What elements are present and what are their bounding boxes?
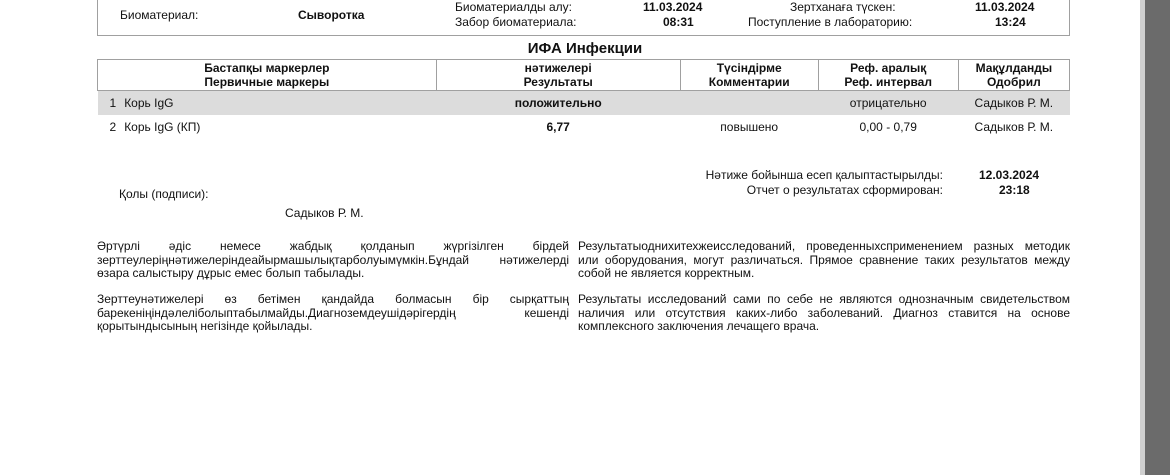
row-approved-by: Садыков Р. М.: [974, 119, 1054, 134]
disclaimer-kz-1: Әртүрлі әдіс немесе жабдық қолданып жүргізілген бірдей зерттеулеріңнәтижелеріндеайырмашылықтарболуымүмкін.Бұндай нәтижелерді өзара салыстыру дұрыс емес болып табылады.: [97, 239, 569, 280]
sample-info-box: [97, 0, 1070, 36]
collection-time: 08:31: [663, 15, 694, 29]
biomaterial-label: Биоматериал:: [120, 8, 199, 22]
lab-date: 11.03.2024: [975, 0, 1035, 14]
disclaimer-ru-2: Результаты исследований сами по себе не являются однозначным свидетельством наличия или отсутствия каких-либо заболеваний. Диагноз ставится на основе комплексного заключения лечащего врача.: [578, 292, 1070, 333]
row-comment: повышено: [720, 119, 779, 134]
col-results-header: нәтижелері Результаты: [436, 60, 680, 91]
report-label-kz: Нәтиже бойынша есеп қалыптастырылды:: [705, 168, 943, 182]
report-date: 12.03.2024: [979, 168, 1040, 182]
lab-label-ru: Поступление в лабораторию:: [748, 15, 913, 29]
lab-label-kz: Зертханаға түскен:: [790, 0, 896, 14]
collection-label-ru: Забор биоматериала:: [455, 15, 577, 29]
row-number: 2: [109, 119, 117, 134]
collection-label-kz: Биоматериалды алу:: [455, 0, 572, 14]
row-result: 6,77: [546, 119, 570, 134]
row-comment: [680, 91, 818, 115]
disclaimer-ru-1: Результатыоднихитехжеисследований, проведенныхсприменением разных методик или оборудования, могут различаться. Прямое сравнение таких результатов между собой не является корректным.: [578, 239, 1070, 280]
table-header-row: [98, 60, 1070, 91]
section-title: ИФА Инфекции: [527, 40, 643, 57]
row-number: 1: [98, 91, 121, 115]
signature-label: Қолы (подписи):: [119, 187, 209, 201]
results-table: [97, 59, 1070, 139]
biomaterial-value: Сыворотка: [298, 8, 365, 22]
disclaimer-kz-2: Зерттеунәтижелері өз бетімен қандайда болмасын бір сырқаттың барекеніңіндәлеліболыптабылмайды.Диагноземдеушідәрігердің кешенді қорытындысының негізінде қойылады.: [97, 292, 569, 333]
row-ref-interval: отрицательно: [818, 91, 958, 115]
table-row: [98, 115, 1070, 139]
row-marker-name: Корь IgG: [120, 91, 436, 115]
row-ref-interval: 0,00 - 0,79: [859, 119, 917, 134]
row-result: положительно: [436, 91, 680, 115]
col-markers-header: Бастапқы маркерлер Первичные маркеры: [98, 60, 437, 91]
collection-date: 11.03.2024: [643, 0, 703, 14]
lab-time: 13:24: [995, 15, 1026, 29]
table-row: [98, 91, 1070, 115]
signature-name: Садыков Р. М.: [285, 206, 364, 220]
col-approved-header: Мақұлданды Одобрил: [958, 60, 1069, 91]
report-time: 23:18: [999, 183, 1030, 197]
report-label-ru: Отчет о результатах сформирован:: [746, 183, 943, 197]
row-marker-name: Корь IgG (КП): [124, 119, 201, 134]
row-approved-by: Садыков Р. М.: [958, 91, 1069, 115]
scrollbar-track[interactable]: [1145, 0, 1170, 475]
col-comments-header: Түсіндірме Комментарии: [680, 60, 818, 91]
col-ref-header: Реф. аралық Реф. интервал: [818, 60, 958, 91]
